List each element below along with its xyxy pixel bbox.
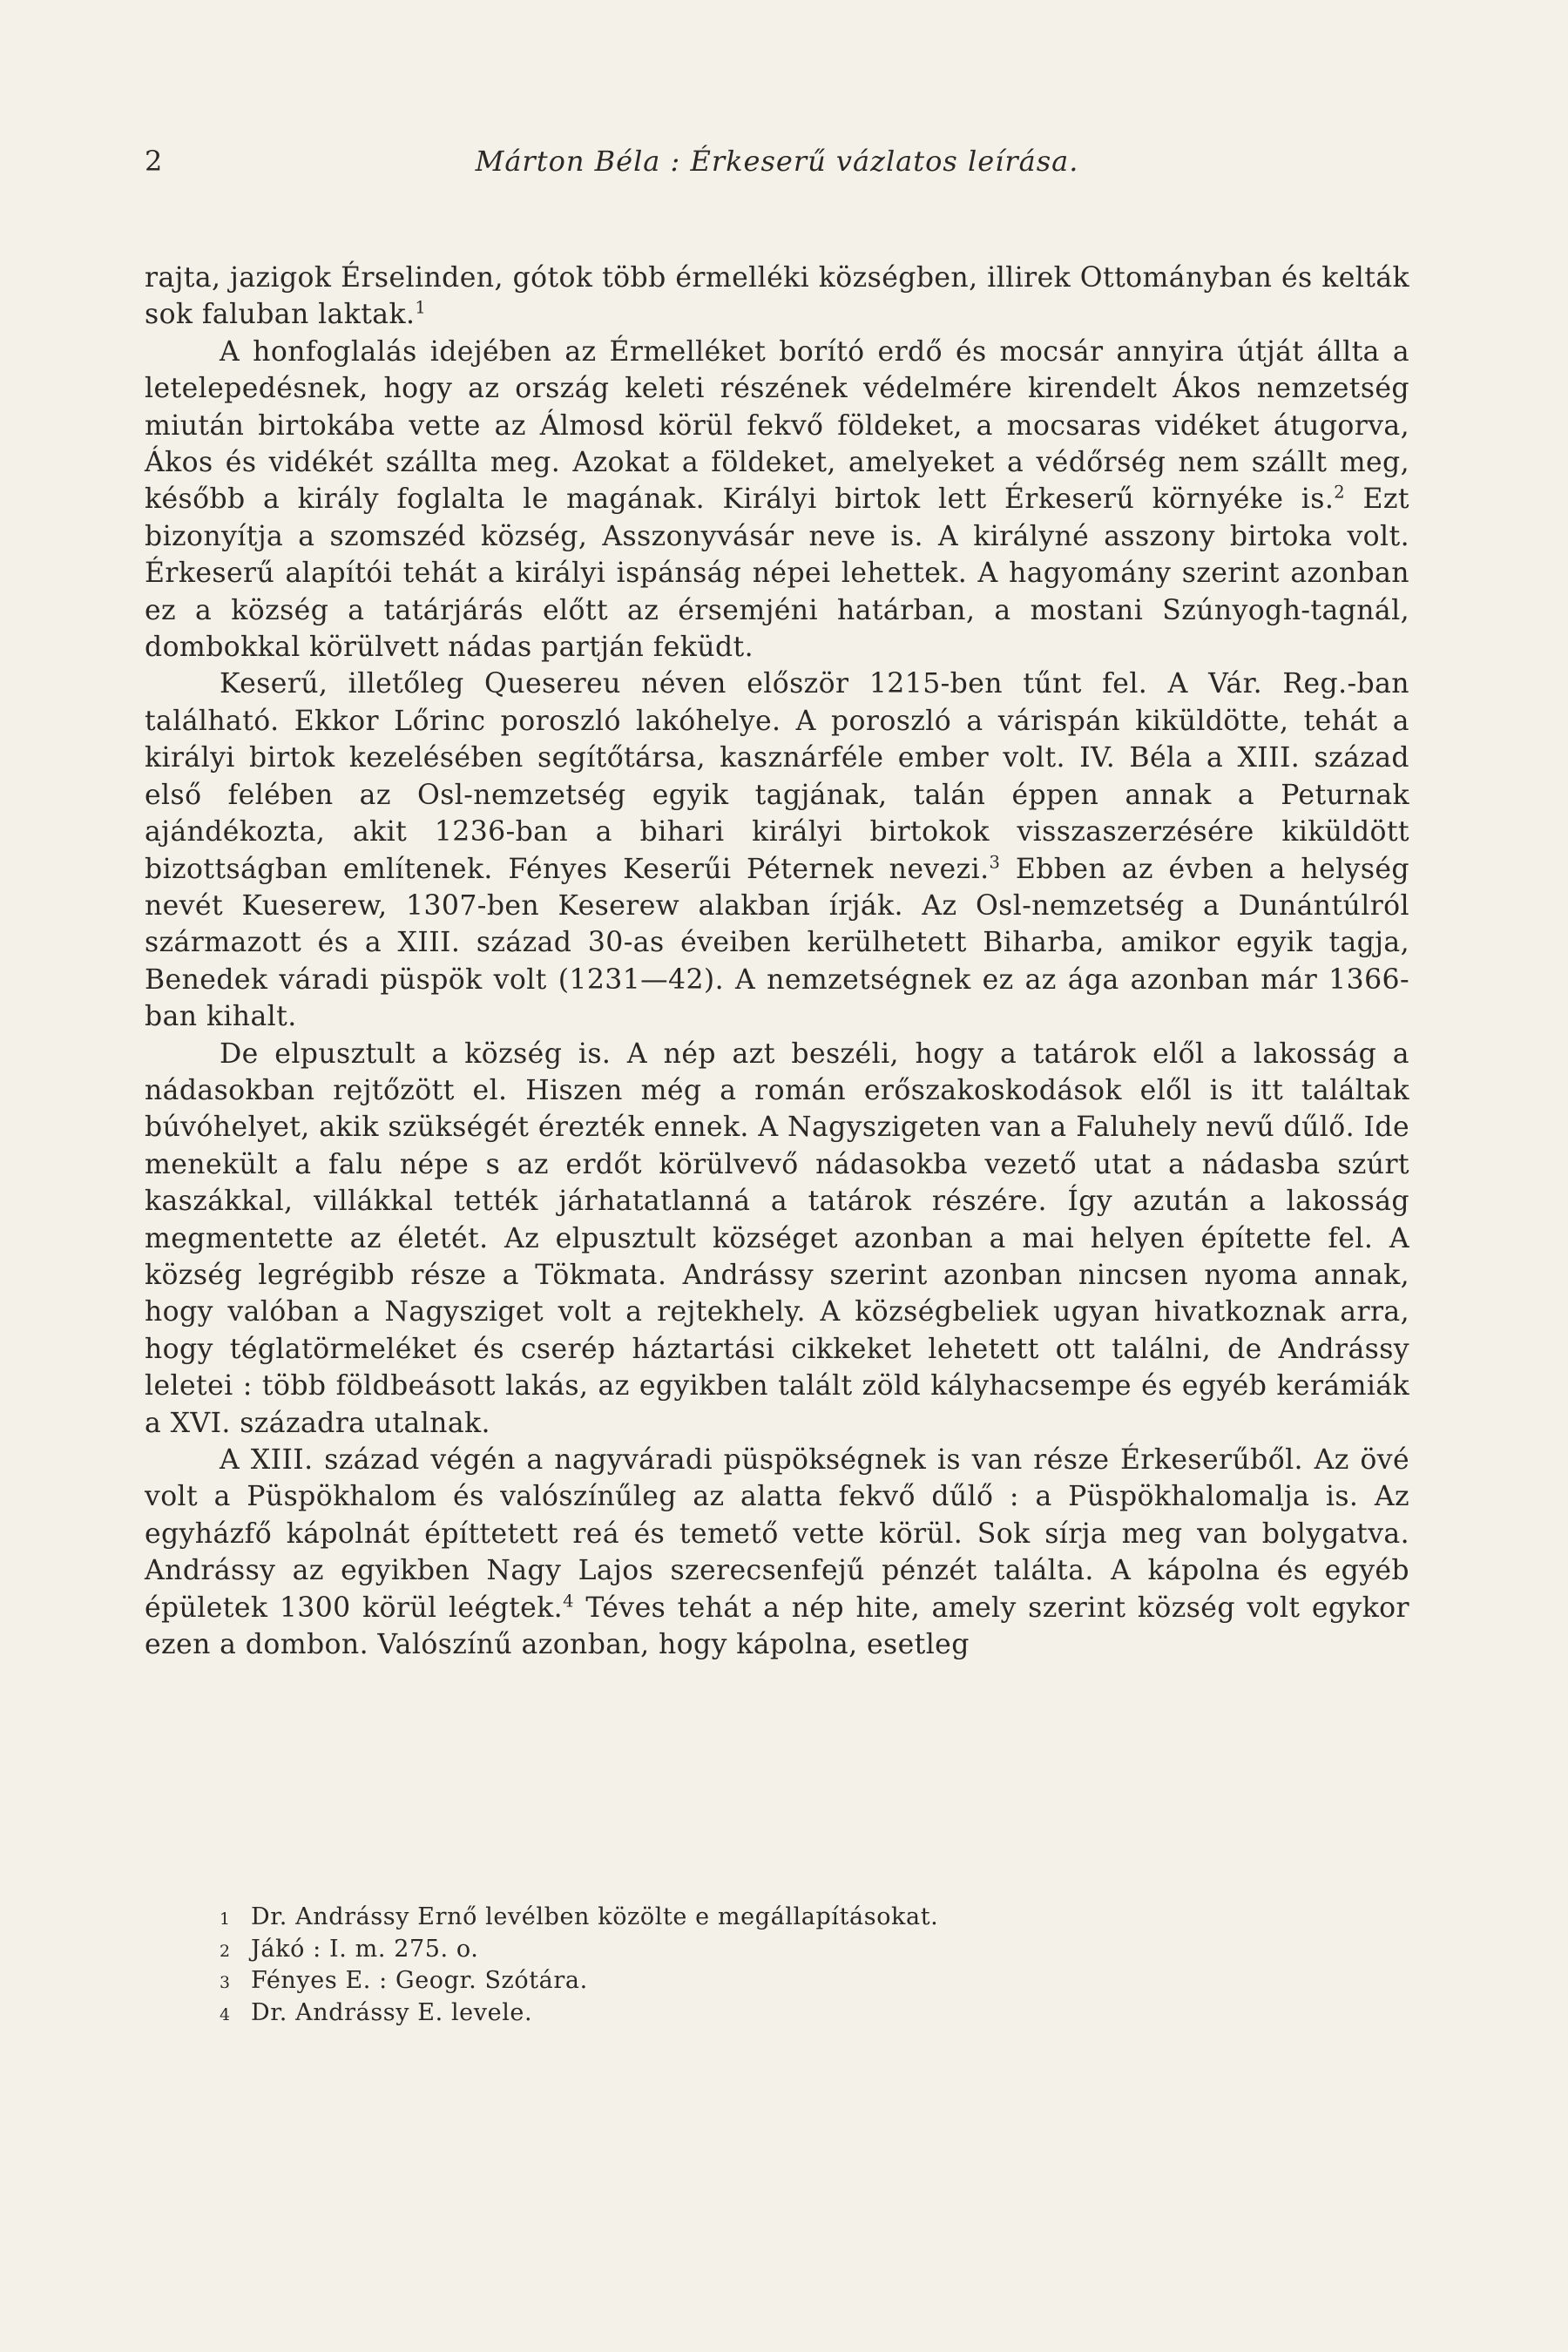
running-title: Márton Béla : Érkeserű vázlatos leírása. bbox=[475, 145, 1079, 178]
paragraph-3 bbox=[145, 666, 1409, 1035]
paragraph-1-text: rajta, jazigok Érselinden, gótok több érmelléki községben, illirek Ottományban és kelták sok faluban laktak. bbox=[145, 262, 1409, 331]
paragraph-3-text-after: Ebben az évben a helység nevét Kueserew, 1307-ben Keserew alakban írják. Az Osl-nemzetség a Dunántúlról származott és a XIII. század 30-as éveiben kerülhetett Biharba, amikor egyik tagja, Benedek váradi püspök volt (1231—42). A nemzetségnek ez az ága azonban már 1366-ban kihalt. bbox=[145, 853, 1409, 1033]
page-number: 2 bbox=[145, 145, 163, 178]
footnote-ref-2: 2 bbox=[1334, 482, 1346, 503]
paragraph-5-text: A XIII. század végén a nagyváradi püspökségnek is van része Érkeserűből. Az övé volt a Püspökhalom és valószínűleg az alatta fekvő dűlő : a Püspökhalomalja is. Az egyházfő kápolnát építtetett reá és temető vette körül. Sok sírja meg van bolygatva. Andrássy az egyikben Nagy Lajos szerecsenfejű pénzét találta. A kápolna és egyéb épületek 1300 körül leégtek. bbox=[145, 1444, 1409, 1624]
paragraph-2-text: A honfoglalás idejében az Érmelléket borító erdő és mocsár annyira útját állta a letelepedésnek, hogy az ország keleti részének védelmére kirendelt Ákos nemzetség miután birtokába vette az Álmosd körül fekvő földeket, a mocsaras vidéket átugorva, Ákos és vidékét szállta meg. Azokat a földeket, amelyeket a védőrség nem szállt meg, később a király foglalta le magának. Királyi birtok lett Érkeserű környéke is. bbox=[145, 335, 1409, 516]
footnote-number: 3 bbox=[220, 1973, 231, 1992]
footnote-1 bbox=[220, 1903, 1352, 1935]
footnote-number: 2 bbox=[220, 1941, 231, 1961]
paragraph-3-text: Keserű, illetőleg Quesereu néven először 1215-ben tűnt fel. A Vár. Reg.-ban található. Ekkor Lőrinc poroszló lakóhelye. A poroszló a várispán kiküldötte, tehát a királyi birtok kezelésében segítőtársa, kasznárféle ember volt. IV. Béla a XIII. század első felében az Osl-nemzetség egyik tagjának, talán éppen annak a Peturnak ajándékozta, akit 1236-ban a bihari királyi birtokok visszaszerzésére kiküldött bizottságban említenek. Fényes Keserűi Péternek nevezi. bbox=[145, 668, 1409, 885]
paragraph-5 bbox=[145, 1442, 1409, 1663]
footnote-ref-1: 1 bbox=[415, 297, 427, 318]
body-text bbox=[145, 260, 1409, 1663]
paragraph-2 bbox=[145, 334, 1409, 666]
running-head bbox=[145, 139, 1409, 183]
paragraph-4-text: De elpusztult a község is. A nép azt beszéli, hogy a tatárok elől a lakosság a nádasokban rejtőzött el. Hiszen még a román erőszakoskodások elől is itt találtak búvóhelyet, akik szükségét érezték ennek. A Nagyszigeten van a Faluhely nevű dűlő. Ide menekült a falu népe s az erdőt körülvevő nádasokba vezető utat a nádasba szúrt kaszákkal, villákkal tették járhatatlanná a tatárok részére. Így azután a lakosság megmentette az életét. Az elpusztult községet azonban a mai helyen építette fel. A község legrégibb része a Tökmata. Andrássy szerint azonban nincsen nyoma annak, hogy valóban a Nagysziget volt a rejtekhely. A községbeliek ugyan hivatkoznak arra, hogy téglatörmeléket és cserép háztartási cikkeket lehetett ott találni, de Andrássy leletei : több földbeásott lakás, az egyikben talált zöld kályhacsempe és egyéb kerámiák a XVI. századra utalnak. bbox=[145, 1037, 1409, 1439]
footnote-4 bbox=[220, 1998, 1352, 2031]
paragraph-1 bbox=[145, 260, 1409, 334]
footnotes bbox=[220, 1903, 1352, 2030]
footnote-text: Dr. Andrássy E. levele. bbox=[251, 1998, 533, 2026]
footnote-3 bbox=[220, 1966, 1352, 1998]
paragraph-5-text-after: Téves tehát a nép hite, amely szerint község volt egykor ezen a dombon. Valószínű azonban, hogy kápolna, esetleg bbox=[145, 1592, 1410, 1661]
footnote-number: 1 bbox=[220, 1909, 231, 1929]
paragraph-2-text-after: Ezt bizonyítja a szomszéd község, Asszonyvásár neve is. A királyné asszony birtoka volt. Érkeserű alapítói tehát a királyi ispánság népei lehettek. A hagyomány szerint azonban ez a község a tatárjárás előtt az érsemjéni határban, a mostani Szúnyogh-tagnál, dombokkal körülvett nádas partján feküdt. bbox=[145, 483, 1409, 664]
footnote-2 bbox=[220, 1935, 1352, 1967]
footnote-ref-3: 3 bbox=[989, 852, 1001, 872]
paragraph-4 bbox=[145, 1036, 1409, 1442]
footnote-text: Jákó : I. m. 275. o. bbox=[251, 1935, 479, 1963]
footnote-ref-4: 4 bbox=[563, 1591, 574, 1612]
footnote-text: Fényes E. : Geogr. Szótára. bbox=[251, 1967, 588, 1994]
footnote-number: 4 bbox=[220, 2004, 231, 2024]
footnote-text: Dr. Andrássy Ernő levélben közölte e megállapításokat. bbox=[251, 1903, 939, 1930]
